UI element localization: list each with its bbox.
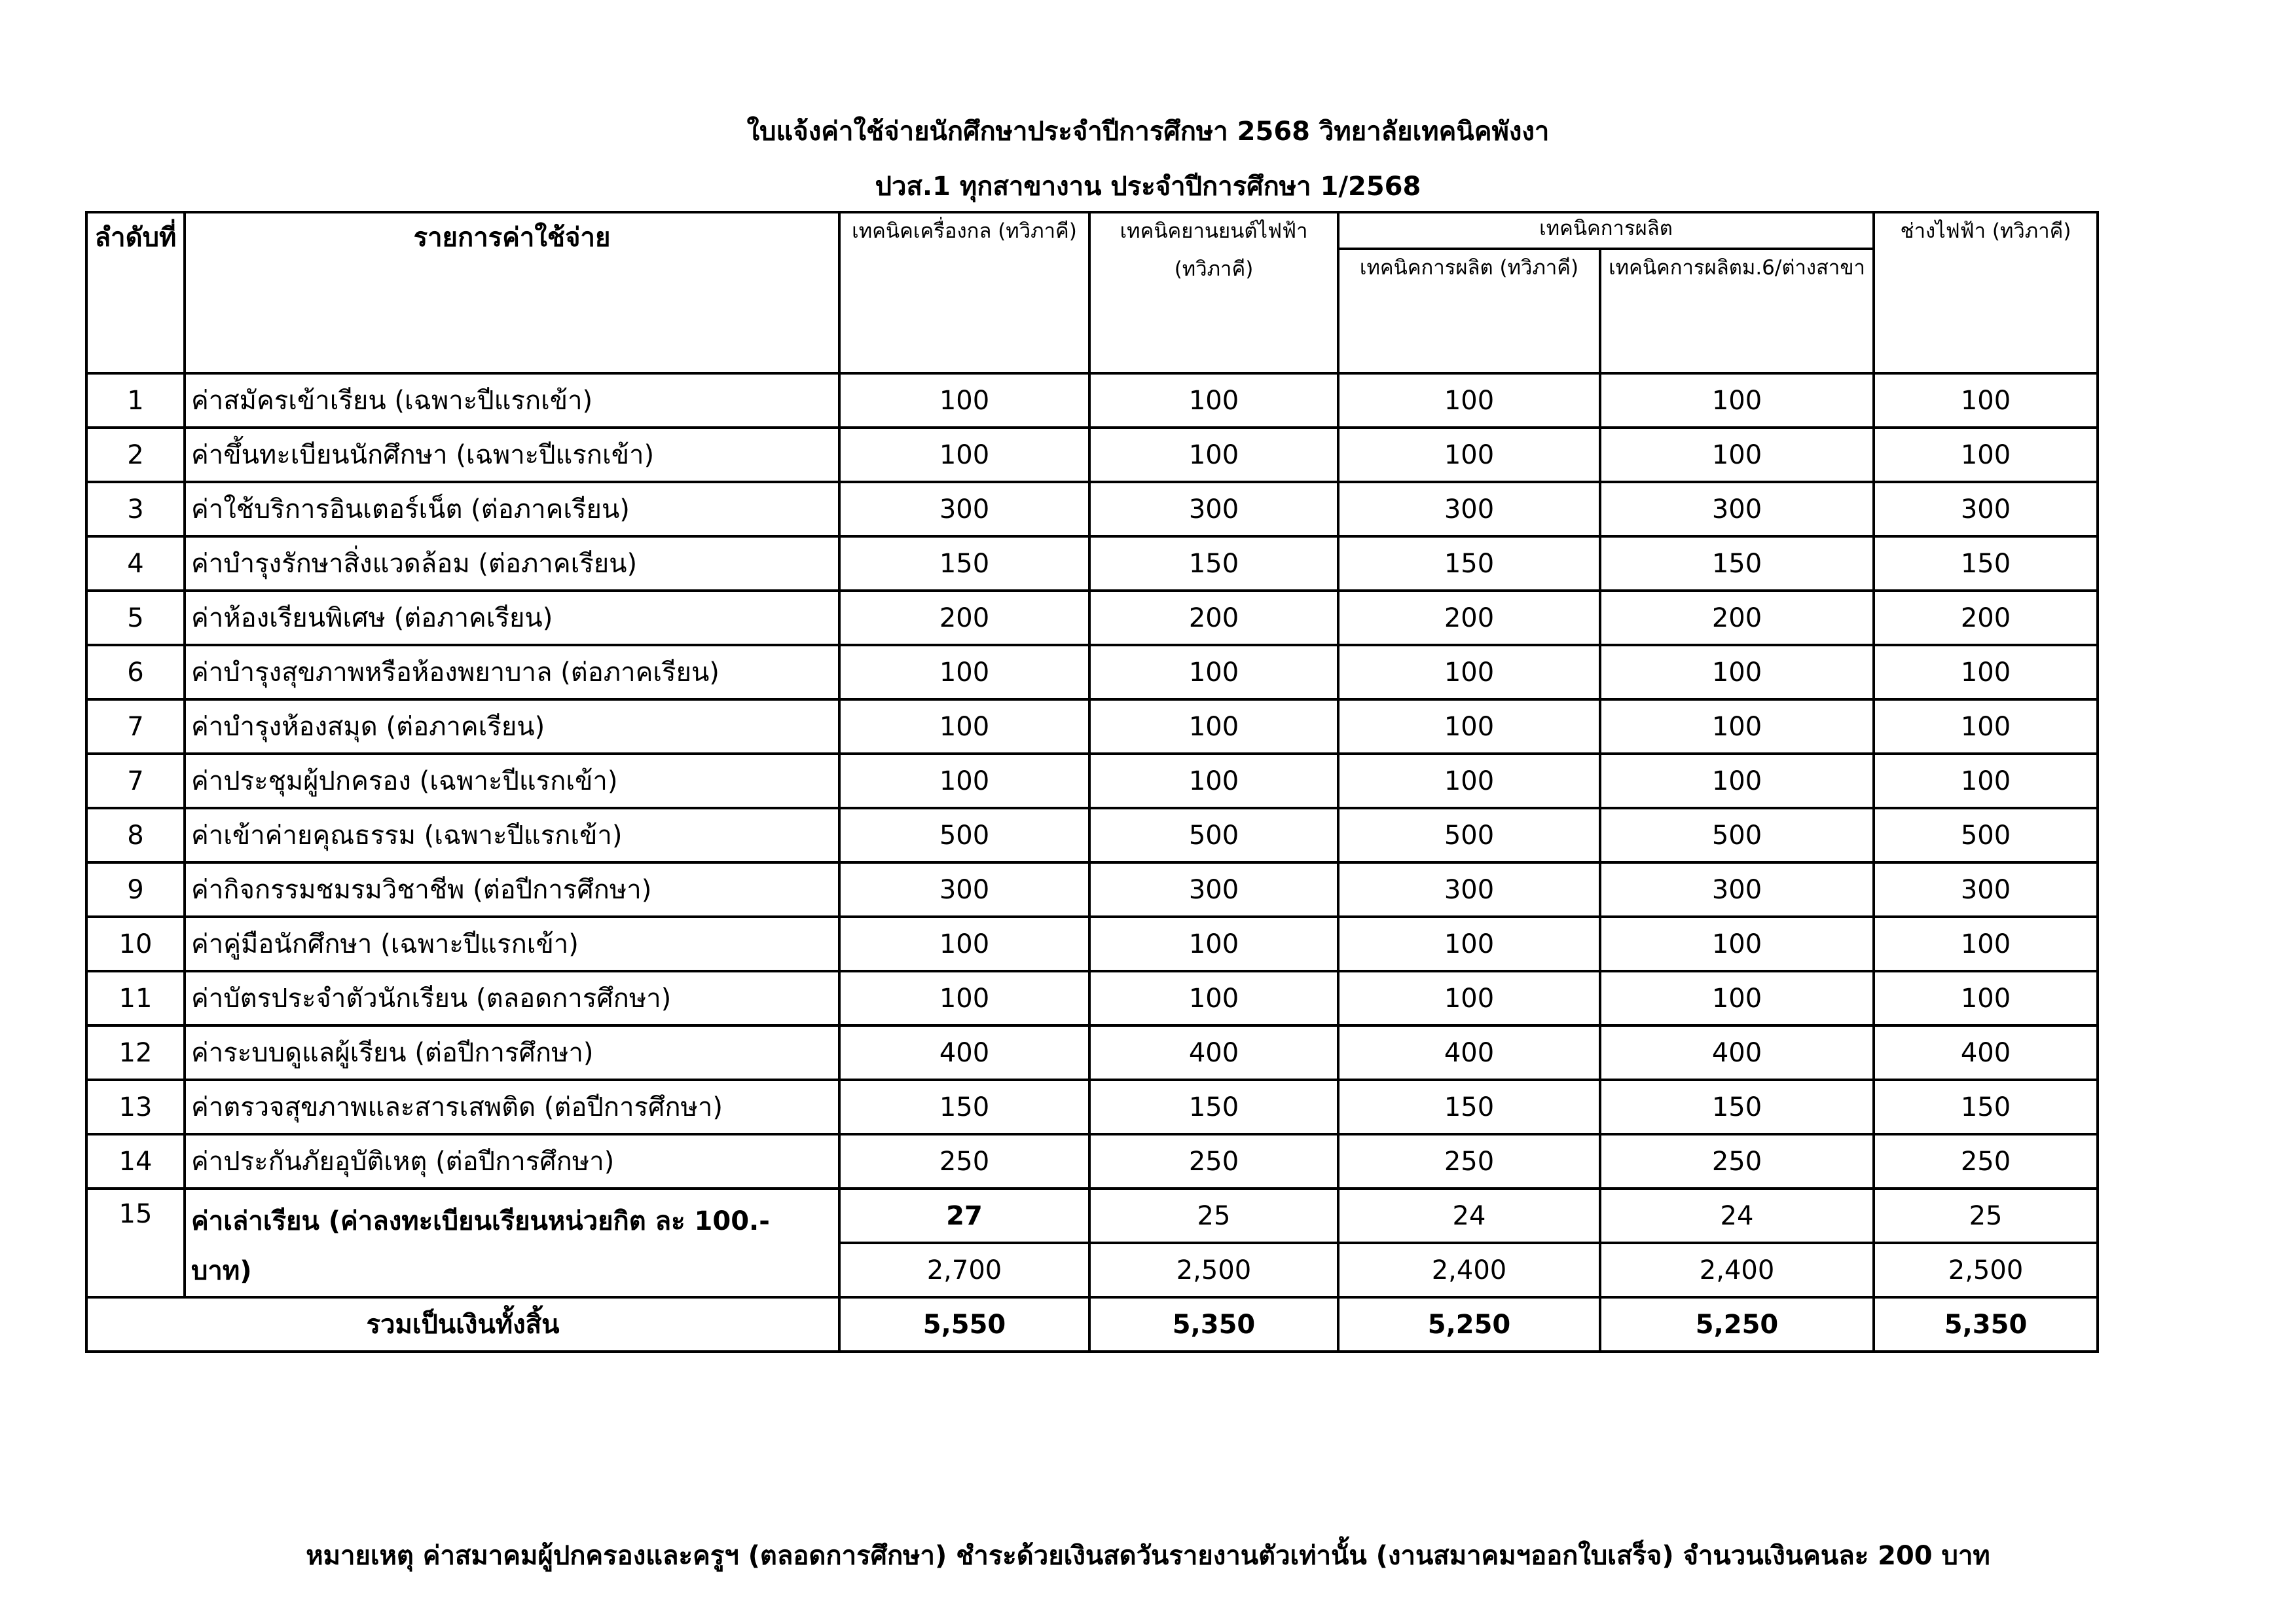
fee-amount: 100 [1338,699,1600,754]
fee-amount: 250 [839,1134,1089,1189]
row-number: 4 [86,536,185,591]
fee-amount: 400 [839,1025,1089,1080]
fee-amount: 100 [839,971,1089,1025]
row-number: 7 [86,699,185,754]
tuition-amount: 2,700 [839,1243,1089,1297]
tuition-credits: 24 [1338,1189,1600,1243]
fee-amount: 250 [1089,1134,1338,1189]
row-number: 2 [86,428,185,482]
fee-amount: 100 [1874,971,2098,1025]
table-row [86,754,2098,808]
fee-amount: 100 [1338,428,1600,482]
row-number: 5 [86,591,185,645]
table-row [86,699,2098,754]
fee-amount: 100 [1600,917,1874,971]
fee-amount: 300 [839,862,1089,917]
fee-item-label: ค่าประชุมผู้ปกครอง (เฉพาะปีแรกเข้า) [185,754,839,808]
fee-amount: 200 [1874,591,2098,645]
fee-amount: 100 [839,428,1089,482]
fee-item-label: ค่าใช้บริการอินเตอร์เน็ต (ต่อภาคเรียน) [185,482,839,536]
fee-amount: 100 [1600,971,1874,1025]
footnote: หมายเหตุ ค่าสมาคมผู้ปกครองและครูฯ (ตลอดการศึกษา) ชำระด้วยเงินสดวันรายงานตัวเท่านั้น (งานสมาคมฯออกใบเสร็จ) จำนวนเงินคนละ 200 บาท [306,1541,1990,1571]
fee-amount: 500 [1089,808,1338,862]
fee-amount: 500 [1338,808,1600,862]
row-number: 8 [86,808,185,862]
fee-amount: 250 [1338,1134,1600,1189]
fee-amount: 300 [1089,482,1338,536]
fee-item-label: ค่าสมัครเข้าเรียน (เฉพาะปีแรกเข้า) [185,373,839,428]
fee-amount: 150 [1338,1080,1600,1134]
tuition-credits: 27 [839,1189,1089,1243]
row-number: 9 [86,862,185,917]
fee-amount: 100 [1089,645,1338,699]
row-number: 14 [86,1134,185,1189]
header-prod-m6: เทคนิคการผลิตม.6/ต่างสาขา [1600,249,1874,373]
table-row [86,971,2098,1025]
fee-amount: 500 [839,808,1089,862]
table-row [86,1025,2098,1080]
total-amount: 5,350 [1874,1297,2098,1352]
total-amount: 5,350 [1089,1297,1338,1352]
fee-amount: 300 [1874,482,2098,536]
fee-amount: 100 [1089,971,1338,1025]
fee-amount: 200 [1338,591,1600,645]
tuition-credits: 25 [1089,1189,1338,1243]
fee-amount: 250 [1874,1134,2098,1189]
table-row [86,1080,2098,1134]
table-row [86,536,2098,591]
total-label: รวมเป็นเงินทั้งสิ้น [86,1297,839,1352]
row-number: 12 [86,1025,185,1080]
fee-table [85,211,2099,1353]
fee-amount: 300 [1600,862,1874,917]
fee-amount: 100 [1874,645,2098,699]
fee-amount: 100 [1600,754,1874,808]
fee-amount: 100 [1600,373,1874,428]
tuition-label: ค่าเล่าเรียน (ค่าลงทะเบียนเรียนหน่วยกิต ละ 100.- บาท) [185,1189,839,1297]
total-amount: 5,250 [1338,1297,1600,1352]
fee-amount: 300 [1338,862,1600,917]
header-ev [1089,212,1338,373]
fee-amount: 100 [1874,373,2098,428]
fee-amount: 100 [1089,428,1338,482]
tuition-amount: 2,400 [1338,1243,1600,1297]
row-number: 7 [86,754,185,808]
fee-amount: 400 [1089,1025,1338,1080]
header-ev-line2: (ทวิภาคี) [1174,257,1254,281]
fee-item-label: ค่าระบบดูแลผู้เรียน (ต่อปีการศึกษา) [185,1025,839,1080]
fee-amount: 150 [1874,536,2098,591]
fee-amount: 500 [1874,808,2098,862]
fee-amount: 100 [839,699,1089,754]
tuition-amount: 2,500 [1874,1243,2098,1297]
total-amount: 5,250 [1600,1297,1874,1352]
fee-item-label: ค่ากิจกรรมชมรมวิชาชีพ (ต่อปีการศึกษา) [185,862,839,917]
fee-amount: 250 [1600,1134,1874,1189]
fee-amount: 200 [1600,591,1874,645]
tuition-credits: 24 [1600,1189,1874,1243]
fee-item-label: ค่าตรวจสุขภาพและสารเสพติด (ต่อปีการศึกษา) [185,1080,839,1134]
fee-amount: 100 [1874,754,2098,808]
row-number: 1 [86,373,185,428]
document-title: ใบแจ้งค่าใช้จ่ายนักศึกษาประจำปีการศึกษา 2568 วิทยาลัยเทคนิคพังงา [746,117,1550,147]
row-number: 13 [86,1080,185,1134]
fee-item-label: ค่าบำรุงสุขภาพหรือห้องพยาบาล (ต่อภาคเรียน) [185,645,839,699]
fee-item-label: ค่าเข้าค่ายคุณธรรม (เฉพาะปีแรกเข้า) [185,808,839,862]
fee-amount: 400 [1338,1025,1600,1080]
fee-amount: 100 [1874,699,2098,754]
fee-amount: 400 [1600,1025,1874,1080]
fee-item-label: ค่าบัตรประจำตัวนักเรียน (ตลอดการศึกษา) [185,971,839,1025]
row-number: 10 [86,917,185,971]
fee-item-label: ค่าบำรุงห้องสมุด (ต่อภาคเรียน) [185,699,839,754]
fee-amount: 100 [1874,428,2098,482]
fee-amount: 150 [839,536,1089,591]
fee-amount: 300 [1600,482,1874,536]
table-row [86,808,2098,862]
header-ev-line1: เทคนิคยานยนต์ไฟฟ้า [1120,219,1308,243]
row-number: 15 [86,1189,185,1297]
fee-amount: 300 [1338,482,1600,536]
fee-amount: 100 [839,645,1089,699]
fee-amount: 100 [1089,917,1338,971]
header-mech: เทคนิคเครื่องกล (ทวิภาคี) [839,212,1089,373]
fee-amount: 100 [1338,645,1600,699]
fee-amount: 400 [1874,1025,2098,1080]
fee-amount: 150 [1089,1080,1338,1134]
fee-amount: 150 [839,1080,1089,1134]
fee-amount: 150 [1874,1080,2098,1134]
fee-amount: 100 [1338,373,1600,428]
fee-amount: 500 [1600,808,1874,862]
fee-amount: 100 [1338,917,1600,971]
fee-amount: 100 [1338,971,1600,1025]
tuition-credits: 25 [1874,1189,2098,1243]
table-row [86,373,2098,428]
table-row-tuition-credits [86,1189,2098,1243]
row-number: 6 [86,645,185,699]
fee-amount: 200 [839,591,1089,645]
fee-amount: 150 [1338,536,1600,591]
fee-item-label: ค่าประกันภัยอุบัติเหตุ (ต่อปีการศึกษา) [185,1134,839,1189]
fee-amount: 100 [1089,754,1338,808]
header-no: ลำดับที่ [86,212,185,373]
fee-amount: 200 [1089,591,1338,645]
tuition-amount: 2,400 [1600,1243,1874,1297]
fee-amount: 100 [1874,917,2098,971]
fee-amount: 300 [1089,862,1338,917]
fee-item-label: ค่าขึ้นทะเบียนนักศึกษา (เฉพาะปีแรกเข้า) [185,428,839,482]
fee-item-label: ค่าบำรุงรักษาสิ่งแวดล้อม (ต่อภาคเรียน) [185,536,839,591]
total-amount: 5,550 [839,1297,1089,1352]
fee-amount: 100 [1089,373,1338,428]
fee-amount: 100 [839,754,1089,808]
header-prod: เทคนิคการผลิต (ทวิภาคี) [1338,249,1600,373]
fee-amount: 150 [1600,536,1874,591]
row-number: 3 [86,482,185,536]
table-row [86,645,2098,699]
fee-amount: 300 [1874,862,2098,917]
table-row [86,1134,2098,1189]
table-row [86,428,2098,482]
fee-amount: 100 [1600,645,1874,699]
table-row [86,591,2098,645]
fee-amount: 150 [1089,536,1338,591]
table-row [86,862,2098,917]
fee-amount: 300 [839,482,1089,536]
fee-item-label: ค่าห้องเรียนพิเศษ (ต่อภาคเรียน) [185,591,839,645]
tuition-amount: 2,500 [1089,1243,1338,1297]
fee-amount: 100 [1600,428,1874,482]
fee-amount: 150 [1600,1080,1874,1134]
fee-amount: 100 [1089,699,1338,754]
table-row [86,917,2098,971]
document-subtitle: ปวส.1 ทุกสาขางาน ประจำปีการศึกษา 1/2568 [875,172,1421,202]
fee-amount: 100 [839,917,1089,971]
table-row [86,482,2098,536]
fee-amount: 100 [1338,754,1600,808]
header-prod-group: เทคนิคการผลิต [1338,212,1874,249]
table-row-total [86,1297,2098,1352]
header-elec: ช่างไฟฟ้า (ทวิภาคี) [1874,212,2098,373]
fee-item-label: ค่าคู่มือนักศึกษา (เฉพาะปีแรกเข้า) [185,917,839,971]
header-item: รายการค่าใช้จ่าย [185,212,839,373]
fee-amount: 100 [1600,699,1874,754]
row-number: 11 [86,971,185,1025]
fee-amount: 100 [839,373,1089,428]
